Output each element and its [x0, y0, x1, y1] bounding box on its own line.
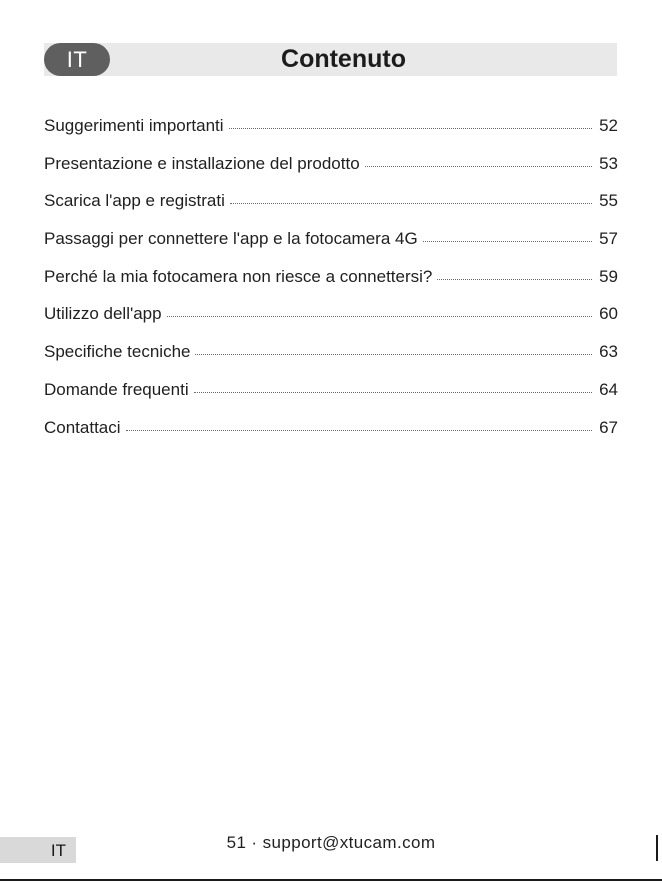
toc-entry-title: Scarica l'app e registrati — [44, 191, 225, 211]
page-edge-mark — [656, 835, 658, 861]
toc-entry-title: Presentazione e installazione del prodotto — [44, 153, 360, 173]
toc-dot-leader — [437, 278, 592, 280]
toc-entry-page: 63 — [599, 342, 618, 362]
toc-dot-leader — [167, 315, 592, 317]
toc-dot-leader — [194, 391, 592, 393]
toc-entry-page: 55 — [599, 191, 618, 211]
toc-entry-page: 52 — [599, 116, 618, 135]
toc-entry-page: 67 — [599, 417, 618, 437]
toc-entry-title: Domande frequenti — [44, 379, 189, 399]
page-title: Contenuto — [281, 45, 406, 73]
footer-page-contact: 51 · support@xtucam.com — [226, 833, 436, 852]
toc-dot-leader — [229, 127, 592, 129]
toc-entry-page: 64 — [599, 379, 618, 399]
toc-entry[interactable] — [44, 380, 618, 418]
toc-entry-title: Utilizzo dell'app — [44, 304, 162, 324]
toc-entry[interactable] — [44, 304, 618, 342]
toc-entry-title: Suggerimenti importanti — [44, 116, 224, 135]
toc-dot-leader — [126, 429, 592, 431]
toc-dot-leader — [423, 240, 592, 242]
toc-entry-title: Passaggi per connettere l'app e la fotocamera 4G — [44, 229, 418, 249]
toc-entry[interactable] — [44, 267, 618, 305]
table-of-contents — [44, 116, 618, 455]
toc-dot-leader — [195, 353, 592, 355]
toc-dot-leader — [230, 202, 592, 204]
language-badge: IT — [44, 43, 110, 76]
toc-entry[interactable] — [44, 229, 618, 267]
toc-entry[interactable] — [44, 116, 618, 154]
toc-entry[interactable] — [44, 418, 618, 456]
toc-entry[interactable] — [44, 191, 618, 229]
toc-entry-page: 53 — [599, 153, 618, 173]
toc-dot-leader — [365, 165, 592, 167]
toc-entry[interactable] — [44, 154, 618, 192]
header-bar — [44, 43, 617, 76]
toc-entry-page: 59 — [599, 266, 618, 286]
bottom-divider — [0, 879, 662, 881]
footer-language-label: IT — [50, 841, 66, 860]
toc-entry-page: 60 — [599, 304, 618, 324]
toc-entry-title: Contattaci — [44, 417, 121, 437]
toc-entry-title: Specifiche tecniche — [44, 342, 191, 362]
toc-entry[interactable] — [44, 342, 618, 380]
toc-entry-page: 57 — [599, 229, 618, 249]
toc-entry-title: Perché la mia fotocamera non riesce a connettersi? — [44, 266, 433, 286]
